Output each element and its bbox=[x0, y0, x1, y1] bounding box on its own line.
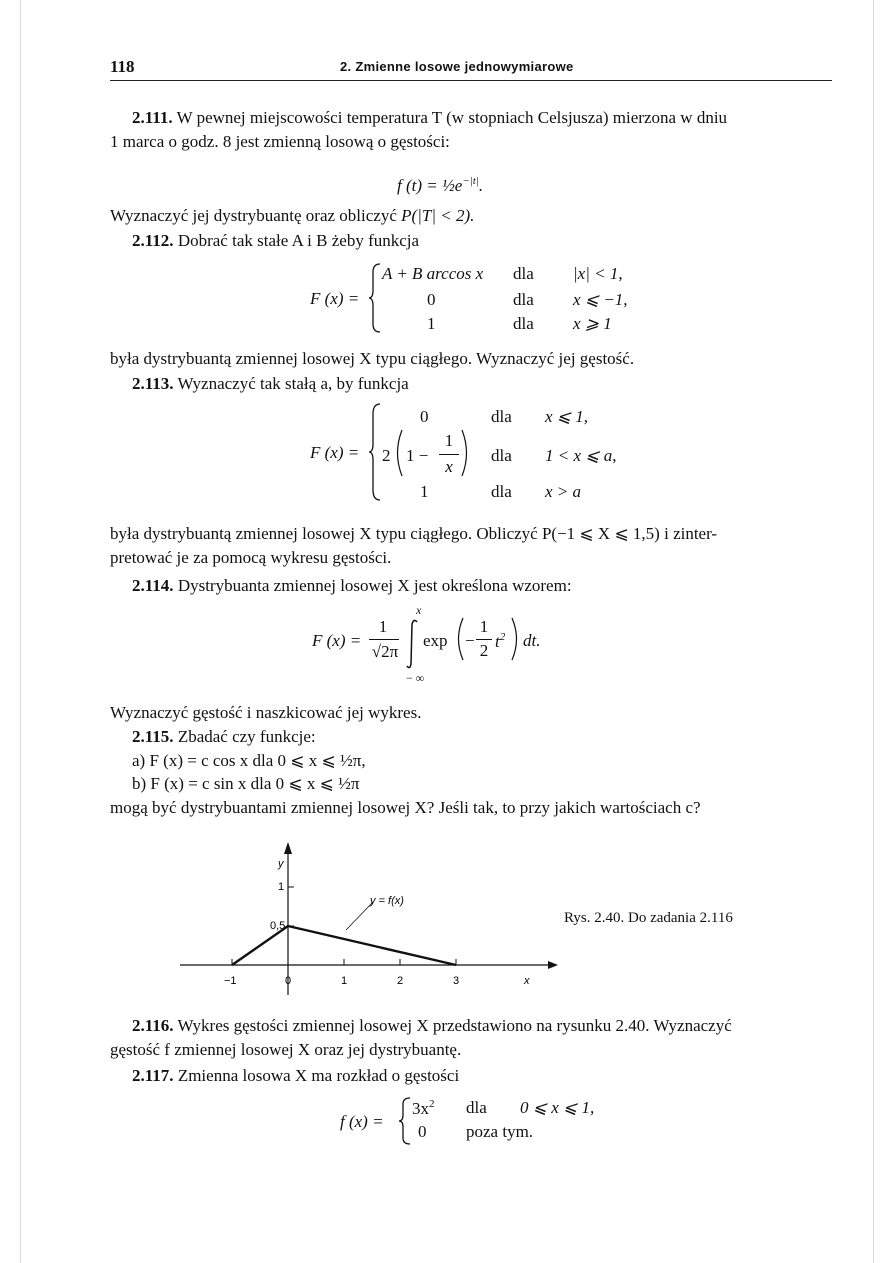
problem-2-117-line1: 2.117. Zmienna losowa X ma rozkład o gęstości bbox=[132, 1066, 460, 1085]
case-2-dla: dla bbox=[491, 446, 512, 465]
exp-right-paren bbox=[510, 616, 522, 662]
case-2-text: poza tym. bbox=[466, 1122, 534, 1141]
figure-2-40 bbox=[170, 840, 560, 1000]
problem-2-112-brace bbox=[368, 262, 382, 334]
inner-fraction-numerator: 1 bbox=[479, 617, 489, 636]
problem-2-112-line2: była dystrybuantą zmiennej losowej X typu ciągłego. Wyznaczyć jej gęstość. bbox=[110, 349, 635, 368]
case-1-expr: $3x^2$ bbox=[412, 1098, 435, 1118]
problem-2-111-line1: 2.111. W pewnej miejscowości temperatura T (w stopniach Celsjusza) mierzona w dniu bbox=[132, 108, 728, 127]
problem-2-113-line2: była dystrybuantą zmiennej losowej X typu ciągłego. Obliczyć P(−1 ⩽ X ⩽ 1,5) i zinter- bbox=[110, 524, 718, 543]
x-tick-label: 0 bbox=[285, 975, 292, 987]
case-2-two: 2 bbox=[382, 446, 391, 465]
y-tick-label: 1 bbox=[278, 881, 285, 893]
problem-2-115-line1: 2.115. Zbadać czy funkcje: bbox=[132, 727, 316, 746]
problem-2-112-line1: 2.112. Dobrać tak stałe A i B żeby funkcja bbox=[132, 231, 420, 250]
fraction-bar bbox=[439, 454, 459, 455]
x-tick-label: 3 bbox=[453, 975, 460, 987]
problem-2-117-lhs: f (x) = bbox=[340, 1112, 384, 1131]
tick-marks bbox=[224, 881, 459, 987]
curve-label: y = f(x) bbox=[370, 895, 404, 907]
case-1-expr: 0 bbox=[420, 407, 429, 426]
case-3-cond: x > a bbox=[545, 482, 582, 501]
case-1-dla: dla bbox=[466, 1098, 487, 1117]
x-tick-label: 2 bbox=[397, 975, 404, 987]
problem-2-115-line2: mogą być dystrybuantami zmiennej losowej X? Jeśli tak, to przy jakich wartościach c? bbox=[110, 798, 701, 817]
curve-label-leader bbox=[346, 902, 373, 930]
case-1-cond: |x| < 1, bbox=[573, 264, 623, 283]
case-3-cond: x ⩾ 1 bbox=[573, 314, 612, 333]
x-axis-label: x bbox=[524, 975, 530, 987]
problem-2-114-line1: 2.114. Dystrybuanta zmiennej losowej X jest określona wzorem: bbox=[132, 576, 572, 595]
case-1-dla: dla bbox=[513, 264, 534, 283]
case-2-cond: 1 < x ⩽ a, bbox=[545, 446, 617, 465]
case-2-expr: 0 bbox=[427, 290, 436, 309]
integral-sign bbox=[404, 618, 420, 670]
y-tick-label: 0,5 bbox=[270, 920, 286, 932]
left-margin-line bbox=[20, 0, 21, 1263]
problem-2-115-a: a) F (x) = c cos x dla 0 ⩽ x ⩽ ½π, bbox=[132, 751, 366, 770]
outer-fraction-numerator: 1 bbox=[378, 617, 388, 636]
problem-2-111-formula: f $(t) = \frac{1}{2}e^{-|t|}$. bbox=[397, 175, 484, 195]
problem-2-116-line2: gęstość f zmiennej losowej X oraz jej dystrybuantę. bbox=[110, 1040, 462, 1059]
case-2-cond: x ⩽ −1, bbox=[573, 290, 628, 309]
x-tick-label: 1 bbox=[341, 975, 348, 987]
y-axis-label: y bbox=[278, 858, 284, 870]
left-paren bbox=[392, 428, 404, 478]
case-1-cond: x ⩽ 1, bbox=[545, 407, 589, 426]
problem-2-115-b: b) F (x) = c sin x dla 0 ⩽ x ⩽ ½π bbox=[132, 774, 360, 793]
problem-2-111-line2: 1 marca o godz. 8 jest zmienną losową o gęstości: bbox=[110, 132, 450, 151]
page-number: 118 bbox=[110, 57, 135, 76]
inner-fraction-denominator: 2 bbox=[479, 641, 489, 660]
case-2-one-minus: 1 − bbox=[406, 446, 429, 465]
right-paren bbox=[460, 428, 472, 478]
case-3-dla: dla bbox=[491, 482, 512, 501]
problem-2-114-line2: Wyznaczyć gęstość i naszkicować jej wykres. bbox=[110, 703, 422, 722]
problem-2-116-line1: 2.116. Wykres gęstości zmiennej losowej X przedstawiono na rysunku 2.40. Wyznaczyć bbox=[132, 1016, 732, 1035]
integral-upper-limit: x bbox=[416, 603, 422, 617]
exp-left-paren bbox=[453, 616, 465, 662]
fraction-denominator: x bbox=[445, 457, 453, 476]
exp-label: exp bbox=[423, 631, 448, 650]
chapter-title: 2. Zmienne losowe jednowymiarowe bbox=[340, 59, 574, 74]
problem-2-113-line1: 2.113. Wyznaczyć tak stałą a, by funkcja bbox=[132, 374, 409, 393]
right-margin-line bbox=[873, 0, 874, 1263]
x-axis-arrow bbox=[548, 961, 558, 969]
dt-label: dt. bbox=[523, 631, 541, 650]
outer-fraction-bar bbox=[369, 639, 399, 640]
case-3-expr: 1 bbox=[420, 482, 429, 501]
figure-caption: Rys. 2.40. Do zadania 2.116 bbox=[564, 910, 733, 926]
problem-2-113-line3: pretować je za pomocą wykresu gęstości. bbox=[110, 548, 392, 567]
x-tick-label: −1 bbox=[224, 975, 237, 987]
case-2-expr: 0 bbox=[418, 1122, 427, 1141]
case-1-expr: A + B arccos x bbox=[382, 264, 484, 283]
integral-lower-limit: − ∞ bbox=[406, 671, 425, 685]
fraction-numerator: 1 bbox=[444, 431, 454, 450]
case-1-dla: dla bbox=[491, 407, 512, 426]
page-header bbox=[110, 57, 830, 81]
case-3-dla: dla bbox=[513, 314, 534, 333]
inner-minus: − bbox=[465, 631, 475, 650]
case-1-cond: 0 ⩽ x ⩽ 1, bbox=[520, 1098, 595, 1117]
problem-2-114-lhs: F (x) = bbox=[312, 631, 362, 650]
case-3-expr: 1 bbox=[427, 314, 436, 333]
problem-2-113-brace bbox=[368, 402, 382, 502]
problem-2-117-brace bbox=[398, 1096, 412, 1146]
case-2-dla: dla bbox=[513, 290, 534, 309]
problem-2-111-line3: Wyznaczyć jej dystrybuantę oraz obliczyć P(|T| < 2). bbox=[110, 206, 475, 225]
problem-2-112-lhs: F (x) = bbox=[310, 289, 360, 308]
header-rule bbox=[110, 80, 832, 81]
outer-fraction-denominator: √2π bbox=[371, 642, 399, 661]
inner-fraction-bar bbox=[476, 639, 492, 640]
y-axis-arrow bbox=[284, 842, 292, 854]
problem-2-113-lhs: F (x) = bbox=[310, 443, 360, 462]
inner-t: $t^2$ bbox=[495, 631, 506, 651]
